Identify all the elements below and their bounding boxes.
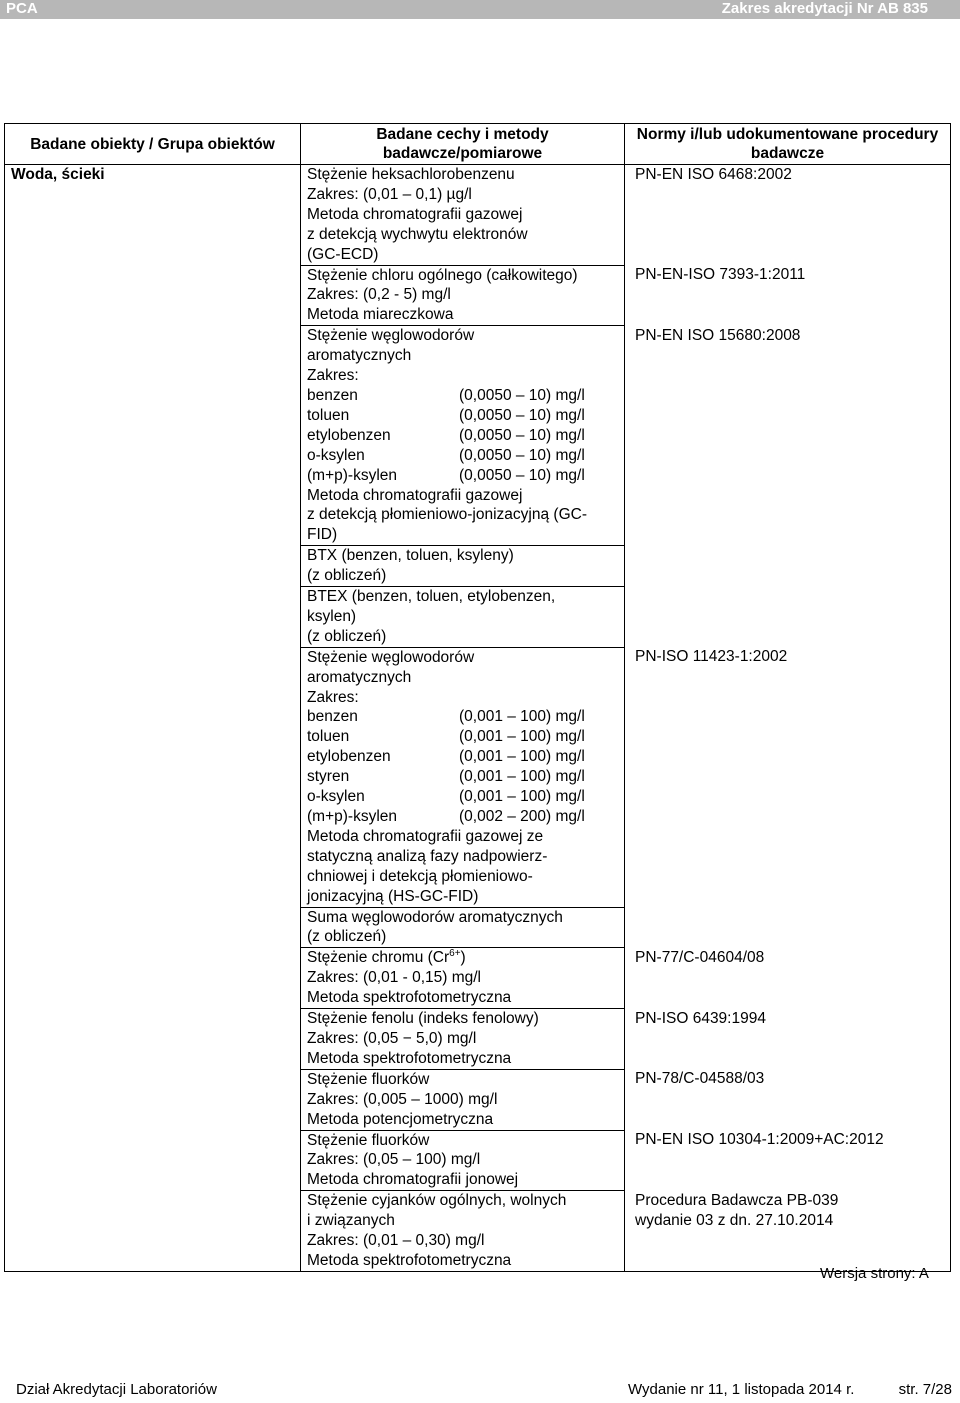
norm-cell <box>625 546 951 587</box>
page-header <box>0 0 960 19</box>
footer-middle: Wydanie nr 11, 1 listopada 2014 r. <box>628 1381 855 1398</box>
object-cell: Woda, ścieki <box>5 165 301 1272</box>
method-cell: Stężenie chloru ogólnego (całkowitego) Zakres: (0,2 - 5) mg/l Metoda miareczkowa <box>301 265 625 326</box>
method-cell: Stężenie węglowodorów aromatycznych Zakres: benzen (0,0050 – 10) mg/l toluen (0,0050 – 10) mg/l etylobenzen (0,0050 – 10) mg/l o-ksylen (0,0050 – 10) mg/l (m+p)-ksylen (0,0050 – 10) mg/l Metoda chromatografii gazowej z detekcją płomieniowo-jonizacyjną (GC- FID) <box>301 326 625 546</box>
method-cell: Stężenie fluorków Zakres: (0,05 – 100) mg/l Metoda chromatografii jonowej <box>301 1130 625 1191</box>
page-footer <box>8 1381 952 1401</box>
table-header-row <box>5 124 951 165</box>
footer-right: str. 7/28 <box>898 1381 952 1398</box>
page-version: Wersja strony: A <box>820 1265 929 1282</box>
norm-cell <box>625 907 951 948</box>
method-cell: Stężenie fluorków Zakres: (0,005 – 1000) mg/l Metoda potencjometryczna <box>301 1069 625 1130</box>
method-cell: BTEX (benzen, toluen, etylobenzen, ksylen) (z obliczeń) <box>301 587 625 648</box>
norm-cell: PN-78/C-04588/03 <box>625 1069 951 1130</box>
norm-cell: PN-ISO 6439:1994 <box>625 1009 951 1070</box>
norm-cell: PN-77/C-04604/08 <box>625 948 951 1009</box>
method-cell: Stężenie chromu $(Cr^{6+})$ Zakres: (0,01 - 0,15) mg/l Metoda spektrofotometryczna <box>301 948 625 1009</box>
header-col3: Normy i/lub udokumentowane procedury badawcze <box>625 124 951 165</box>
header-right: Zakres akredytacji Nr AB 835 <box>721 0 928 17</box>
header-col1: Badane obiekty / Grupa obiektów <box>5 124 301 165</box>
header-col2: Badane cechy i metody badawcze/pomiarowe <box>301 124 625 165</box>
method-cell: Stężenie heksachlorobenzenu Zakres: (0,01 – 0,1) µg/l Metoda chromatografii gazowej z detekcją wychwytu elektronów (GC-ECD) <box>301 165 625 266</box>
method-cell: Stężenie cyjanków ogólnych, wolnych i związanych Zakres: (0,01 – 0,30) mg/l Metoda spektrofotometryczna <box>301 1191 625 1272</box>
method-cell: BTX (benzen, toluen, ksyleny) (z obliczeń) <box>301 546 625 587</box>
norm-cell: PN-EN ISO 10304-1:2009+AC:2012 <box>625 1130 951 1191</box>
norm-cell: PN-EN ISO 6468:2002 <box>625 165 951 266</box>
norm-cell: PN-EN-ISO 7393-1:2011 <box>625 265 951 326</box>
norm-cell: PN-EN ISO 15680:2008 <box>625 326 951 546</box>
method-cell: Suma węglowodorów aromatycznych (z obliczeń) <box>301 907 625 948</box>
accreditation-table <box>4 123 951 1272</box>
method-cell: Stężenie węglowodorów aromatycznych Zakres: benzen (0,001 – 100) mg/l toluen (0,001 – 100) mg/l etylobenzen (0,001 – 100) mg/l styren (0,001 – 100) mg/l o-ksylen (0,001 – 100) mg/l (m+p)-ksylen (0,002 – 200) mg/l Metoda chromatografii gazowej ze statyczną analizą fazy nadpowierz- chniowej i detekcją płomieniowo- jonizacyjną (HS-GC-FID) <box>301 647 625 907</box>
norm-cell <box>625 587 951 648</box>
norm-cell: PN-ISO 11423-1:2002 <box>625 647 951 907</box>
norm-cell: Procedura Badawcza PB-039 wydanie 03 z dn. 27.10.2014 <box>625 1191 951 1272</box>
header-left: PCA <box>6 0 38 17</box>
table-row <box>5 165 951 266</box>
footer-left: Dział Akredytacji Laboratoriów <box>16 1381 217 1398</box>
method-cell: Stężenie fenolu (indeks fenolowy) Zakres: (0,05 − 5,0) mg/l Metoda spektrofotometryczna <box>301 1009 625 1070</box>
